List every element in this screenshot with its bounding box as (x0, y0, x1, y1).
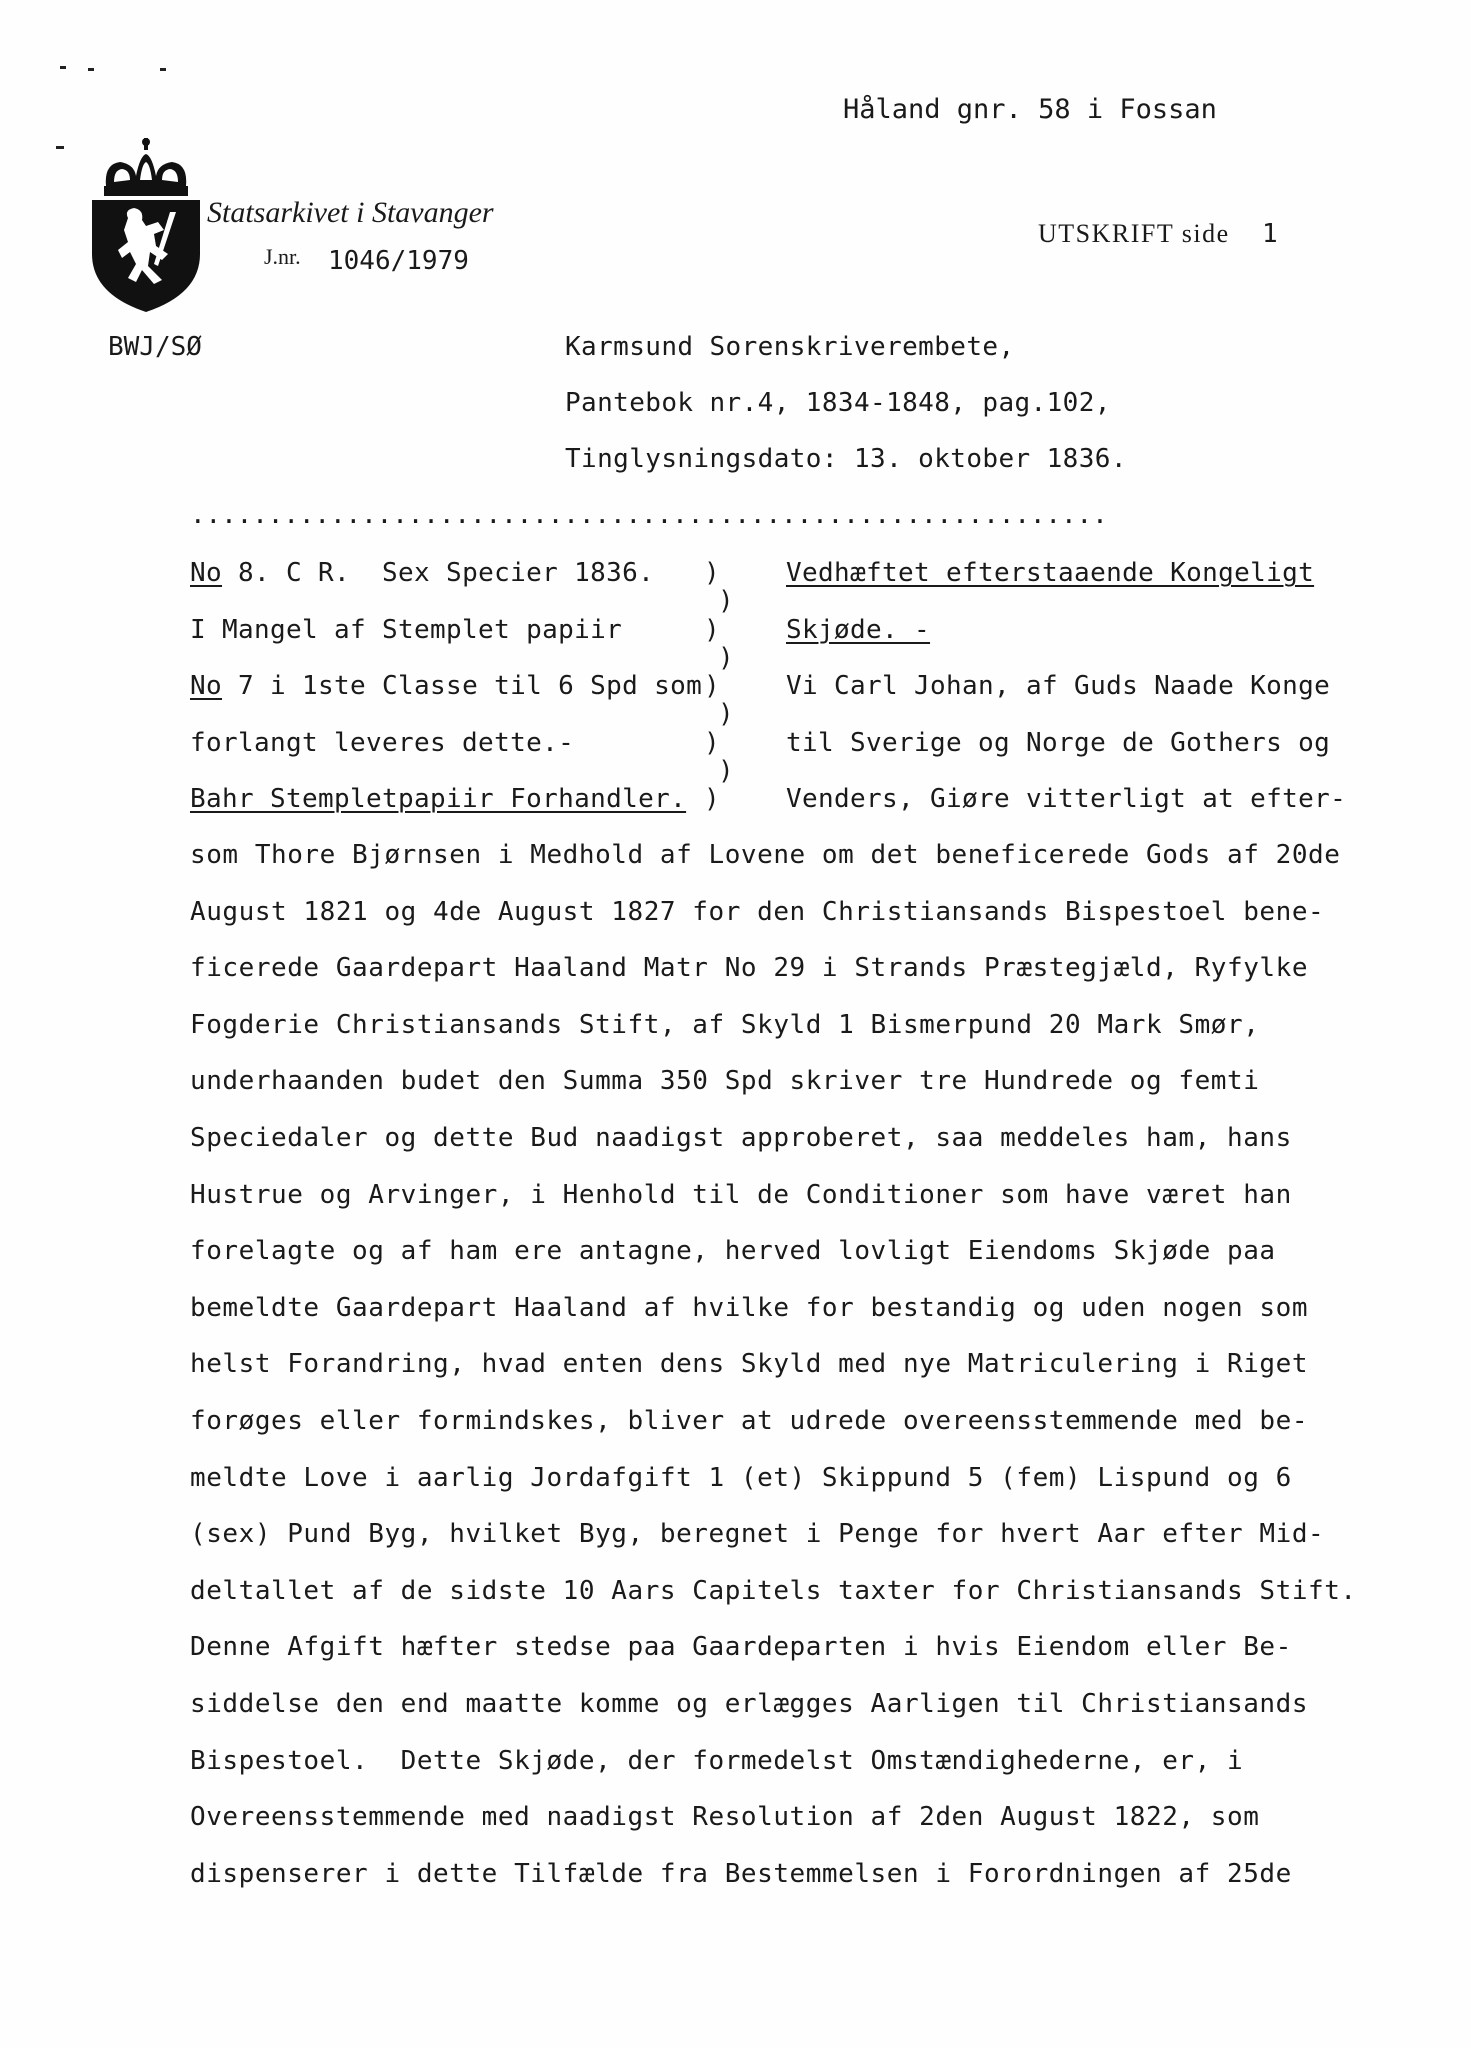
archive-name: Statsarkivet i Stavanger (207, 196, 494, 229)
body-line: bemeldte Gaardepart Haaland af hvilke for bestandig og uden nogen som (190, 1292, 1309, 1323)
ink-mark (88, 68, 94, 71)
body-line: Denne Afgift hæfter stedse paa Gaardeparten i hvis Eiendom eller Be- (190, 1632, 1292, 1663)
body-line: forøges eller formindskes, bliver at udrede overeensstemmende med be- (190, 1406, 1309, 1436)
body-line: deltallet af de sidste 10 Aars Capitels taxter for Christiansands Stift. (190, 1575, 1357, 1606)
source-date: Tinglysningsdato: 13. oktober 1836. (565, 444, 1127, 474)
body-line: dispenserer i dette Tilfælde fra Bestemmelsen i Forordningen af 25de (190, 1858, 1292, 1889)
abbreviation-no: No (190, 671, 223, 701)
body-line: Bispestoel. Dette Skjøde, der formedelst Omstændighederne, er, i (190, 1745, 1244, 1776)
ink-mark (160, 68, 166, 71)
bracket-paren: ) (718, 699, 734, 730)
bracket-paren: ) (704, 784, 720, 814)
bracket-paren: ) (718, 755, 734, 786)
left-column-line (190, 728, 574, 758)
left-column-text: I Mangel af Stemplet papiir (190, 614, 623, 645)
ink-mark (60, 66, 66, 69)
body-line: Fogderie Christiansands Stift, af Skyld 1 Bismerpund 20 Mark Smør, (190, 1009, 1260, 1040)
bracket-paren: ) (704, 614, 720, 645)
bracket-paren: ) (718, 586, 734, 617)
right-column-line: Skjøde. - (786, 614, 931, 645)
right-column-line: Venders, Giøre vitterligt at efter- (786, 784, 1347, 814)
right-column-line: til Sverige og Norge de Gothers og (786, 727, 1331, 758)
left-column-text: 8. C R. Sex Specier 1836. (222, 558, 655, 588)
body-line: (sex) Pund Byg, hvilket Byg, beregnet i Penge for hvert Aar efter Mid- (190, 1519, 1325, 1550)
abbreviation-no: No (190, 558, 223, 588)
body-line: helst Forandring, hvad enten dens Skyld med nye Matriculering i Riget (190, 1349, 1309, 1380)
bracket-paren: ) (704, 558, 720, 588)
utskrift-label: UTSKRIFT side (1038, 219, 1230, 248)
source-book: Pantebok nr.4, 1834-1848, pag.102, (565, 388, 1111, 418)
page-number: 1 (1262, 219, 1278, 249)
jnr-value: 1046/1979 (328, 246, 469, 276)
initials: BWJ/SØ (108, 332, 202, 362)
body-line: som Thore Bjørnsen i Medhold af Lovene om det beneficerede Gods af 20de (190, 840, 1341, 870)
body-line: meldte Love i aarlig Jordafgift 1 (et) Skippund 5 (fem) Lispund og 6 (190, 1462, 1292, 1493)
right-column-line: Vedhæftet efterstaaende Kongeligt (786, 558, 1315, 588)
body-line: Hustrue og Arvinger, i Henhold til de Conditioner som have været han (190, 1179, 1292, 1210)
body-line: ficerede Gaardepart Haaland Matr No 29 i Strands Præstegjæld, Ryfylke (190, 953, 1309, 984)
jnr-label: J.nr. (264, 244, 301, 269)
bracket-paren: ) (718, 642, 734, 673)
body-line: August 1821 og 4de August 1827 for den Christiansands Bispestoel bene- (190, 896, 1325, 927)
body-line: underhaanden budet den Summa 350 Spd skriver tre Hundrede og femti (190, 1066, 1260, 1097)
property-title: Håland gnr. 58 i Fossan (843, 94, 1217, 125)
dotted-divider: ........................................................... (190, 500, 1108, 530)
ink-mark (56, 146, 64, 149)
left-column-text: Bahr Stempletpapiir Forhandler. (190, 784, 687, 814)
body-line: Overeensstemmende med naadigst Resolution af 2den August 1822, som (190, 1802, 1260, 1833)
bracket-paren: ) (704, 727, 720, 758)
body-line: forelagte og af ham ere antagne, herved lovligt Eiendoms Skjøde paa (190, 1236, 1276, 1267)
bracket-paren: ) (704, 671, 720, 701)
body-line: siddelse den end maatte komme og erlægges Aarligen til Christiansands (190, 1689, 1309, 1719)
coat-of-arms-icon (84, 134, 208, 314)
left-column-text: forlangt leveres dette.- (190, 727, 575, 758)
right-column-line: Vi Carl Johan, af Guds Naade Konge (786, 671, 1331, 701)
left-column-text: 7 i 1ste Classe til 6 Spd som (222, 671, 703, 701)
left-column-line (190, 558, 654, 588)
source-office: Karmsund Sorenskriverembete, (565, 332, 1015, 362)
body-line: Speciedaler og dette Bud naadigst approberet, saa meddeles ham, hans (190, 1123, 1292, 1153)
left-column-line (190, 784, 686, 814)
left-column-line (190, 671, 702, 701)
left-column-line (190, 615, 622, 645)
